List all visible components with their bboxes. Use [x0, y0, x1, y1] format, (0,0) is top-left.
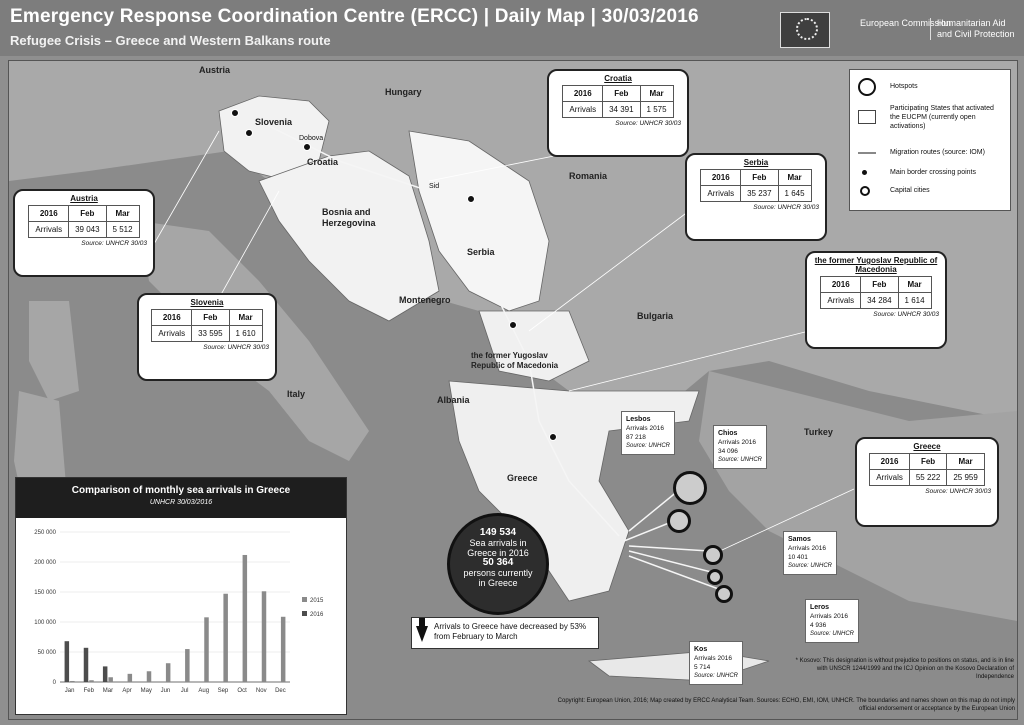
- capital-legend-icon: [860, 186, 870, 196]
- hotspot-name: Samos: [788, 536, 811, 543]
- box-title: Greece: [913, 442, 941, 451]
- legend-hotspots: Hotspots: [890, 83, 918, 90]
- decrease-text: Arrivals to Greece have decreased by 53% from February to March: [434, 622, 587, 641]
- hotspot-source: Source: UNHCR: [810, 631, 855, 637]
- row-label: Arrivals: [701, 186, 741, 202]
- hotspot-leros-marker[interactable]: [707, 569, 723, 585]
- bar-2015-jun: [166, 663, 171, 682]
- year-header: 2016: [152, 310, 192, 326]
- bar-2015-apr: [128, 674, 133, 682]
- x-tick-label: Feb: [83, 688, 94, 694]
- country-label-montenegro: Montenegro: [399, 295, 451, 305]
- hotspot-kos-label: [689, 641, 743, 685]
- hotspot-lesbos-marker[interactable]: [673, 471, 707, 505]
- chart-plot: [16, 518, 346, 714]
- feb-value: 39 043: [69, 222, 106, 238]
- chart-header: [16, 478, 346, 518]
- hotspot-source: Source: UNHCR: [788, 563, 833, 569]
- feb-value: 35 237: [741, 186, 778, 202]
- hotspot-arrivals-label: Arrivals 2016: [626, 425, 664, 432]
- country-label-romania: Romania: [569, 171, 608, 181]
- arrivals-table: [151, 309, 262, 342]
- hotspot-leros-label: [805, 599, 859, 643]
- x-tick-label: Dec: [275, 688, 286, 694]
- y-tick-label: 150 000: [34, 590, 56, 596]
- year-header: 2016: [563, 86, 603, 102]
- row-label: Arrivals: [821, 293, 861, 309]
- mar-header: Mar: [947, 454, 984, 470]
- mar-header: Mar: [898, 277, 931, 293]
- hotspot-lesbos-label: [621, 411, 675, 455]
- legend-label-2015: 2015: [310, 598, 324, 604]
- country-label-turkey: Turkey: [804, 427, 833, 437]
- bar-2016-mar: [103, 666, 108, 682]
- greece-summary-circle: [447, 513, 549, 615]
- box-source: Source: UNHCR 30/03: [81, 240, 147, 247]
- bar-2015-nov: [262, 591, 267, 682]
- legend-swatch-2016: [302, 611, 307, 616]
- feb-value: 34 284: [861, 293, 898, 309]
- year-header: 2016: [701, 170, 741, 186]
- country-label-slovenia: Slovenia: [255, 117, 293, 127]
- hotspot-source: Source: UNHCR: [718, 457, 763, 463]
- mar-value: 1 575: [640, 102, 673, 118]
- crossing-point-dot: [509, 321, 517, 329]
- hotspot-name: Kos: [694, 646, 708, 653]
- row-label: Arrivals: [563, 102, 603, 118]
- x-tick-label: May: [140, 688, 152, 694]
- country-label-italy: Italy: [287, 389, 306, 399]
- capital-dot-zagreb: [303, 143, 311, 151]
- x-tick-label: Jul: [180, 688, 189, 694]
- y-tick-label: 250 000: [34, 530, 56, 536]
- mar-header: Mar: [106, 206, 139, 222]
- hotspot-arrivals-label: Arrivals 2016: [788, 545, 826, 552]
- hotspot-name: Leros: [810, 604, 830, 611]
- legend-crossings: Main border crossing points: [890, 169, 976, 176]
- bar-2015-jan: [70, 681, 75, 682]
- country-label-fyrom: the former Yugoslav Republic of Macedonia: [471, 351, 559, 370]
- participating-legend-icon: [858, 110, 876, 124]
- mar-value: 5 512: [106, 222, 139, 238]
- bar-2015-jul: [185, 649, 190, 682]
- y-tick-label: 0: [52, 680, 56, 686]
- x-tick-label: Mar: [102, 688, 114, 694]
- mar-value: 25 959: [947, 470, 984, 486]
- route-legend-icon: [858, 152, 876, 154]
- hotspot-name: Lesbos: [626, 416, 651, 423]
- hotspot-arrivals-value: 10 401: [788, 554, 808, 561]
- x-tick-label: Jun: [160, 688, 171, 694]
- copyright-note: Copyright: European Union, 2016; Map created by ERCC Analytical Team. Sources: ECHO, EMI, IOM, UNHCR. The boundaries and names shown on this map do not imply official endorsement or acceptance by the European Union: [557, 698, 1015, 712]
- croatia-arrivals-box: [547, 69, 689, 157]
- y-tick-label: 200 000: [34, 560, 56, 566]
- city-label-sid: Sid: [429, 183, 440, 190]
- legend-swatch-2015: [302, 597, 307, 602]
- greece-arrivals-box: [855, 437, 999, 527]
- country-label-bulgaria: Bulgaria: [637, 311, 674, 321]
- capital-dot-belgrade: [467, 195, 475, 203]
- mar-header: Mar: [229, 310, 262, 326]
- country-label-hungary: Hungary: [385, 87, 422, 97]
- austria-arrivals-box: [13, 189, 155, 277]
- country-label-austria: Austria: [199, 65, 231, 75]
- x-tick-label: Apr: [122, 688, 132, 694]
- feb-header: Feb: [909, 454, 946, 470]
- hotspot-arrivals-value: 87 218: [626, 434, 646, 441]
- crossing-point-dot: [231, 109, 239, 117]
- hotspot-arrivals-label: Arrivals 2016: [694, 655, 732, 662]
- mar-header: Mar: [640, 86, 673, 102]
- chart-subtitle: UNHCR 30/03/2016: [149, 499, 213, 506]
- box-source: Source: UNHCR 30/03: [203, 344, 269, 351]
- legend-label-2016: 2016: [310, 612, 324, 618]
- map-area[interactable]: [8, 60, 1018, 720]
- crossing-legend-icon: [862, 170, 867, 175]
- box-source: Source: UNHCR 30/03: [925, 488, 991, 495]
- country-label-albania: Albania: [437, 395, 470, 405]
- hotspot-chios-label: [713, 425, 767, 469]
- row-label: Arrivals: [29, 222, 69, 238]
- eu-flag-icon: [780, 12, 830, 48]
- feb-header: Feb: [861, 277, 898, 293]
- fyrom-arrivals-box: [805, 251, 947, 349]
- hotspot-source: Source: UNHCR: [694, 673, 739, 679]
- feb-value: 55 222: [909, 470, 946, 486]
- x-tick-label: Nov: [255, 688, 267, 694]
- down-arrow-icon: [419, 618, 425, 626]
- x-tick-label: Oct: [237, 688, 247, 694]
- legend-participating: Participating States that activated the EUCPM (currently open activations): [890, 105, 994, 130]
- hotspot-arrivals-value: 4 936: [810, 622, 827, 629]
- x-tick-label: Sep: [217, 688, 229, 694]
- legend-capitals: Capital cities: [890, 187, 930, 194]
- feb-header: Feb: [603, 86, 640, 102]
- decrease-note: [411, 617, 599, 649]
- city-label-dobova: Dobova: [299, 135, 324, 142]
- arrivals-table: [700, 169, 811, 202]
- arrivals-table: [28, 205, 139, 238]
- box-title: Austria: [70, 194, 98, 203]
- year-header: 2016: [821, 277, 861, 293]
- hotspot-arrivals-value: 34 096: [718, 448, 738, 455]
- country-label-croatia: Croatia: [307, 157, 339, 167]
- mar-value: 1 645: [778, 186, 811, 202]
- mar-value: 1 610: [229, 326, 262, 342]
- feb-value: 33 595: [192, 326, 229, 342]
- capital-dot-athens: [549, 433, 557, 441]
- hotspot-arrivals-label: Arrivals 2016: [810, 613, 848, 620]
- country-label-serbia: Serbia: [467, 247, 495, 257]
- sea-arrivals-chart: [15, 477, 347, 715]
- box-title: Serbia: [743, 158, 769, 167]
- row-label: Arrivals: [152, 326, 192, 342]
- box-source: Source: UNHCR 30/03: [873, 311, 939, 318]
- slovenia-arrivals-box: [137, 293, 277, 381]
- logo-ec-text: European Commission: [860, 18, 952, 28]
- mar-header: Mar: [778, 170, 811, 186]
- bar-2016-jan: [65, 641, 70, 682]
- hotspot-source: Source: UNHCR: [626, 443, 671, 449]
- box-title: the former Yugoslav Republic of Macedonia: [814, 256, 938, 274]
- bar-2015-may: [147, 671, 152, 682]
- y-tick-label: 100 000: [34, 620, 56, 626]
- box-source: Source: UNHCR 30/03: [753, 204, 819, 211]
- present-text: persons currently in Greece: [463, 568, 533, 588]
- hotspot-samos-label: [783, 531, 837, 575]
- arrivals-table: [869, 453, 985, 486]
- header-bar: [0, 0, 1024, 56]
- hotspot-kos-marker[interactable]: [715, 585, 733, 603]
- legend-routes: Migration routes (source: IOM): [890, 149, 985, 156]
- bar-2015-aug: [204, 617, 209, 682]
- bar-2015-dec: [281, 617, 286, 682]
- hotspot-samos-marker[interactable]: [703, 545, 723, 565]
- country-label-bosnia: Bosnia and Herzegovina: [322, 207, 376, 228]
- kosovo-footnote: * Kosovo: This designation is without prejudice to positions on status, and is in line with UNSCR 1244/1999 and the ICJ Opinion on the Kosovo Declaration of Independence: [795, 658, 1014, 680]
- logo-echo-text: Humanitarian Aid and Civil Protection: [930, 18, 1020, 40]
- capital-dot-ljubljana: [245, 129, 253, 137]
- box-title: Slovenia: [190, 298, 224, 307]
- page-subtitle: Refugee Crisis – Greece and Western Balkans route: [10, 33, 331, 48]
- row-label: Arrivals: [870, 470, 910, 486]
- x-tick-label: Jan: [64, 688, 75, 694]
- hotspot-chios-marker[interactable]: [667, 509, 691, 533]
- hotspot-arrivals-value: 5 714: [694, 664, 711, 671]
- sea-total-value: 149 534: [479, 527, 517, 538]
- present-value: 50 364: [482, 557, 514, 568]
- year-header: 2016: [29, 206, 69, 222]
- mar-value: 1 614: [898, 293, 931, 309]
- feb-header: Feb: [192, 310, 229, 326]
- echo-logo: [780, 10, 1020, 50]
- arrivals-table: [562, 85, 673, 118]
- sea-total-text: Sea arrivals in Greece in 2016: [467, 538, 529, 558]
- box-source: Source: UNHCR 30/03: [615, 120, 681, 127]
- bar-2015-feb: [89, 680, 94, 682]
- bar-2016-feb: [84, 648, 89, 682]
- bar-2015-sep: [223, 594, 228, 682]
- serbia-arrivals-box: [685, 153, 827, 241]
- y-tick-label: 50 000: [37, 650, 56, 656]
- box-title: Croatia: [604, 74, 632, 83]
- hotspot-name: Chios: [718, 430, 738, 437]
- map-legend: [849, 69, 1011, 211]
- hotspot-arrivals-label: Arrivals 2016: [718, 439, 756, 446]
- bar-2015-mar: [108, 677, 113, 682]
- arrivals-table: [820, 276, 931, 309]
- feb-value: 34 391: [603, 102, 640, 118]
- feb-header: Feb: [69, 206, 106, 222]
- hotspot-legend-icon: [858, 78, 876, 96]
- country-label-greece: Greece: [507, 473, 538, 483]
- page-title: Emergency Response Coordination Centre (ERCC) | Daily Map | 30/03/2016: [10, 6, 699, 27]
- x-tick-label: Aug: [198, 688, 210, 694]
- chart-title: Comparison of monthly sea arrivals in Greece: [71, 485, 291, 496]
- down-arrow-head: [416, 626, 428, 642]
- bar-2015-oct: [243, 555, 248, 682]
- feb-header: Feb: [741, 170, 778, 186]
- year-header: 2016: [870, 454, 910, 470]
